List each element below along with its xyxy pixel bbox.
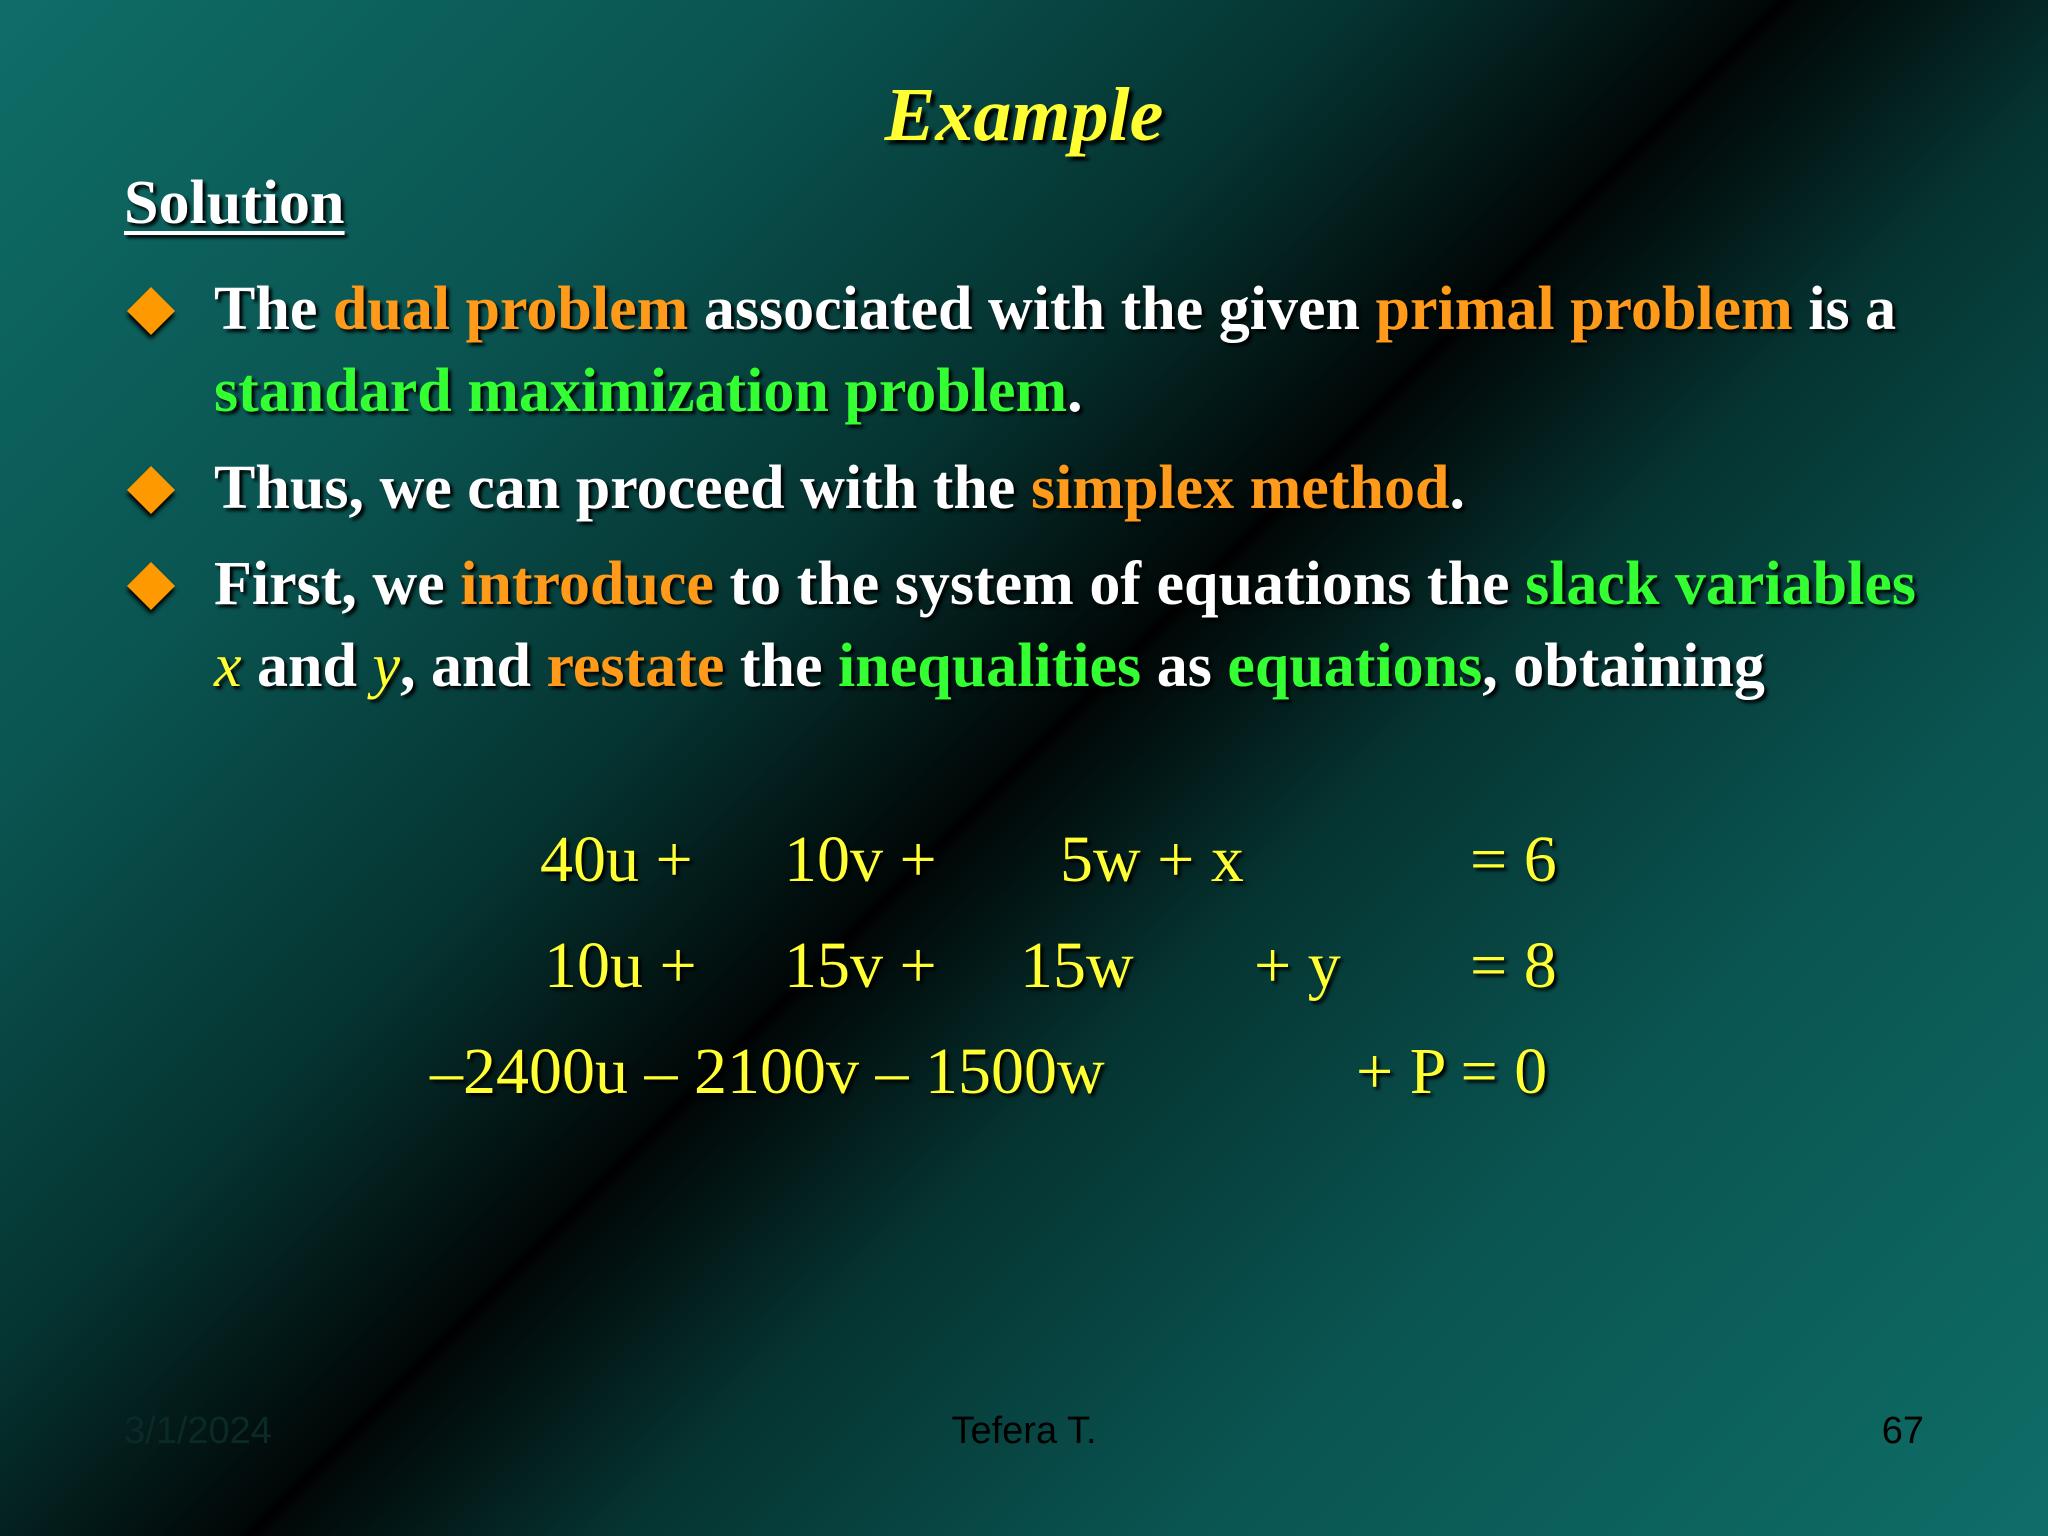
footer-date: 3/1/2024 (124, 1410, 272, 1452)
footer-author: Tefera T. (951, 1410, 1097, 1452)
bullet-1-text (214, 268, 1954, 432)
text-segment: The (214, 275, 333, 343)
bullet-2-text (214, 447, 1954, 529)
orange-diamond-bullet-icon (127, 466, 175, 514)
highlight-simplex-method: simplex method (1030, 454, 1450, 522)
text-segment: . (1449, 454, 1465, 522)
text-segment: to the system of equations the (713, 550, 1526, 618)
text-segment: associated with the given (688, 275, 1376, 343)
eq2-term-u: 10u + (544, 929, 697, 1002)
eq2-term-w: 15w (1020, 929, 1134, 1002)
text-segment: First, we (214, 550, 461, 618)
highlight-inequalities: inequalities (838, 632, 1142, 700)
highlight-dual-problem: dual problem (332, 275, 689, 343)
highlight-primal-problem: primal problem (1375, 275, 1793, 343)
text-segment: . (1067, 357, 1083, 425)
slide-subtitle: Solution (124, 169, 345, 237)
eq2-term-v: 15v + (784, 929, 937, 1002)
orange-diamond-bullet-icon (127, 287, 175, 335)
bullet-3-text (214, 543, 1954, 707)
highlight-equations: equations (1227, 632, 1483, 700)
text-segment: as (1141, 632, 1228, 700)
eq1-term-v: 10v + (784, 823, 937, 896)
variable-x: x (214, 632, 242, 700)
eq3-term-p-rhs: + P = 0 (1356, 1035, 1548, 1108)
eq1-rhs: = 6 (1470, 823, 1557, 896)
highlight-restate: restate (546, 632, 725, 700)
highlight-introduce: introduce (460, 550, 714, 618)
text-segment: , and (400, 632, 547, 700)
eq3-lhs: –2400u – 2100v – 1500w (430, 1035, 1105, 1108)
slide-title: Example (884, 73, 1164, 157)
highlight-standard-maximization-problem: standard maximization problem (214, 357, 1068, 425)
text-segment: and (241, 632, 373, 700)
text-segment: , obtaining (1482, 632, 1765, 700)
text-segment: Thus, we can proceed with the (214, 454, 1031, 522)
text-segment: is a (1792, 275, 1897, 343)
eq2-term-y: + y (1254, 929, 1341, 1002)
highlight-slack-variables: slack variables (1525, 550, 1917, 618)
variable-y: y (372, 632, 401, 700)
text-segment: the (724, 632, 839, 700)
eq1-term-w-x: 5w + x (1060, 823, 1244, 896)
orange-diamond-bullet-icon (127, 562, 175, 610)
eq1-term-u: 40u + (540, 823, 693, 896)
footer-page-number: 67 (1881, 1410, 1924, 1452)
eq2-rhs: = 8 (1470, 929, 1557, 1002)
